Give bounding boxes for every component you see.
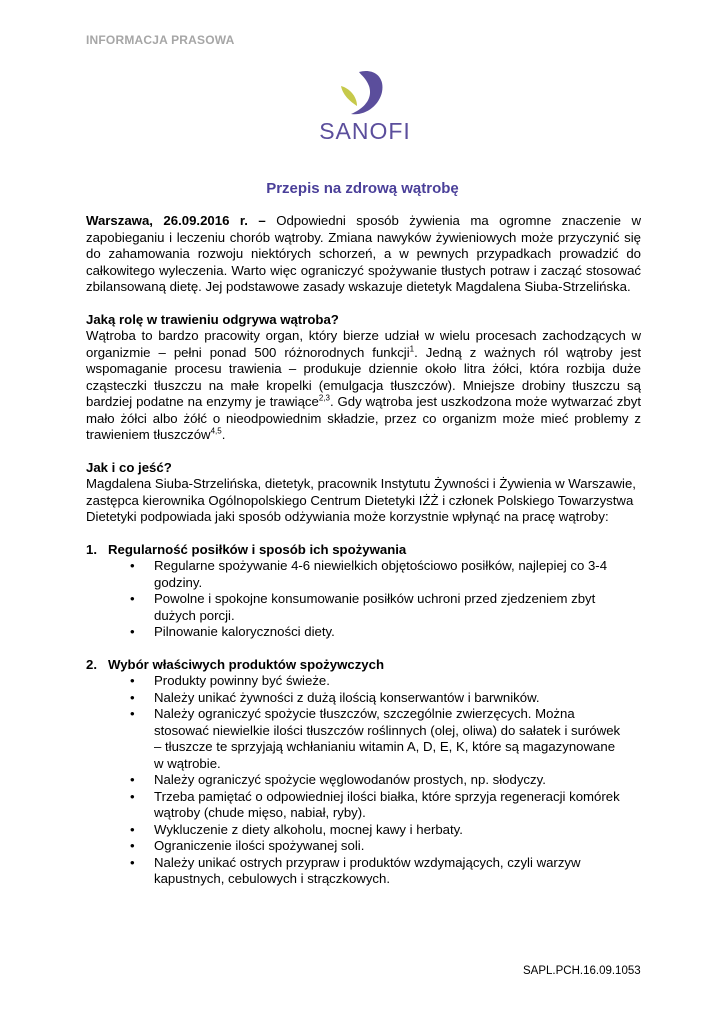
list-number: 1. [86, 541, 97, 557]
list-heading-text: Wybór właściwych produktów spożywczych [108, 656, 385, 672]
bullet-icon: • [130, 689, 135, 705]
document-code: SAPL.PCH.16.09.1053 [523, 965, 641, 977]
list-item [86, 855, 641, 888]
list-heading-regularity [86, 542, 641, 559]
text-span: Wątroba to bardzo pracowity organ, który bierze udział w wielu procesach zachodzących w organizmie – pełni ponad 500 różnorodnych funkcji [86, 328, 641, 360]
text-span: . [221, 427, 226, 442]
bullet-icon: • [130, 591, 135, 606]
section-heading-liver-role: Jaką rolę w trawieniu odgrywa wątroba? [86, 311, 339, 327]
list-item [86, 706, 641, 772]
list-item [86, 591, 641, 624]
list-regularity [86, 558, 641, 641]
list-heading-products [86, 657, 641, 674]
list-item-text: Należy unikać ostrych przypraw i produktów wzdymających, czyli warzyw kapustnych, cebulowych i strączkowych. [154, 854, 581, 886]
bullet-icon: • [130, 624, 135, 639]
footnote-ref: 2,3 [318, 393, 330, 403]
list-item [86, 822, 641, 839]
bullet-icon: • [130, 821, 135, 837]
section-paragraph-liver-role [86, 328, 641, 444]
document-title: Przepis na zdrową wątrobę [266, 180, 459, 197]
text-span: . Gdy wątroba jest uszkodzona może wytwarzać zbyt mało żółci albo żółć o nieodpowiednim składzie, przez co organizm może mieć problemy z trawieniem tłuszczów [86, 394, 641, 442]
list-item-text: Należy ograniczyć spożycie tłuszczów, szczególnie zwierzęcych. Można stosować niewielkie ilości tłuszczów roślinnych (olej, oliwa) do sałatek i surówek – tłuszcze te sprzyjają wchłanianiu witamin A, D, E, K, które są magazynowane w wątrobie. [154, 706, 621, 771]
list-item-text: Należy unikać żywności z dużą ilością konserwantów i barwników. [154, 689, 540, 705]
press-release-label: INFORMACJA PRASOWA [86, 33, 235, 47]
list-item [86, 624, 641, 641]
text-span: . Jedną z ważnych ról wątroby jest wspomaganie procesu trawienia – produkuje dziennie około litra żółci, która rozbija duże cząsteczki tłuszczu na małe kropelki (emulgacja tłuszczów). Mniejsze drobiny tłuszczu są bardziej podatne na enzymy je trawiące [86, 344, 641, 409]
footnote-ref: 4,5 [210, 426, 222, 436]
list-item [86, 690, 641, 707]
bullet-icon: • [130, 854, 135, 870]
list-item [86, 673, 641, 690]
intro-paragraph [86, 213, 641, 296]
list-item [86, 558, 641, 591]
list-products [86, 673, 641, 888]
section-paragraph-how-to-eat: Magdalena Siuba-Strzelińska, dietetyk, pracownik Instytutu Żywności i Żywienia w Warszawie, zastępca kierownika Ogólnopolskiego Centrum Dietetyki IŻŻ i członek Polskiego Towarzystwa Dietetyki podpowiada jaki sposób odżywiania może korzystnie wpłynąć na pracę wątroby: [86, 476, 636, 524]
list-item-text: Trzeba pamiętać o odpowiedniej ilości białka, które sprzyja regeneracji komórek wątroby (chude mięso, nabiał, ryby). [154, 788, 620, 820]
list-item [86, 789, 641, 822]
bullet-icon: • [130, 772, 135, 787]
sanofi-bird-icon [335, 68, 395, 120]
list-item-text: Powolne i spokojne konsumowanie posiłków uchroni przed zjedzeniem zbyt dużych porcji. [154, 591, 596, 623]
intro-text: Odpowiedni sposób żywienia ma ogromne znaczenie w zapobieganiu i leczeniu chorób wątroby. Zmiana nawyków żywieniowych może przyczynić się do zahamowania rozwoju niektórych schorzeń, a w pewnych przypadkach prowadzić do całkowitego wyleczenia. Warto więc ograniczyć spożywanie tłustych potraw i zacząć stosować zbilansowaną dietę. Jej podstawowe zasady wskazuje dietetyk Magdalena Siuba-Strzelińska. [86, 213, 641, 294]
bullet-icon: • [130, 706, 135, 721]
document-body [86, 213, 641, 888]
list-item-text: Należy ograniczyć spożycie węglowodanów prostych, np. słodyczy. [154, 772, 546, 787]
section-heading-how-to-eat: Jak i co jeść? [86, 459, 172, 475]
bullet-icon: • [130, 673, 135, 688]
bullet-icon: • [130, 558, 135, 573]
sanofi-logo [317, 68, 413, 148]
list-item-text: Wykluczenie z diety alkoholu, mocnej kawy i herbaty. [154, 821, 463, 837]
list-item-text: Produkty powinny być świeże. [154, 673, 330, 688]
sanofi-wordmark: SANOFI [319, 118, 411, 144]
bullet-icon: • [130, 788, 135, 804]
list-item [86, 838, 641, 855]
list-item-text: Regularne spożywanie 4-6 niewielkich objętościowo posiłków, najlepiej co 3-4 godziny. [154, 558, 608, 590]
list-item-text: Pilnowanie kaloryczności diety. [154, 624, 335, 639]
list-heading-text: Regularność posiłków i sposób ich spożywania [108, 541, 407, 557]
list-number: 2. [86, 656, 97, 672]
list-item [86, 772, 641, 789]
list-item-text: Ograniczenie ilości spożywanej soli. [154, 838, 365, 853]
dateline: Warszawa, 26.09.2016 r. – [86, 213, 266, 228]
bullet-icon: • [130, 838, 135, 853]
footnote-ref: 1 [409, 344, 415, 354]
